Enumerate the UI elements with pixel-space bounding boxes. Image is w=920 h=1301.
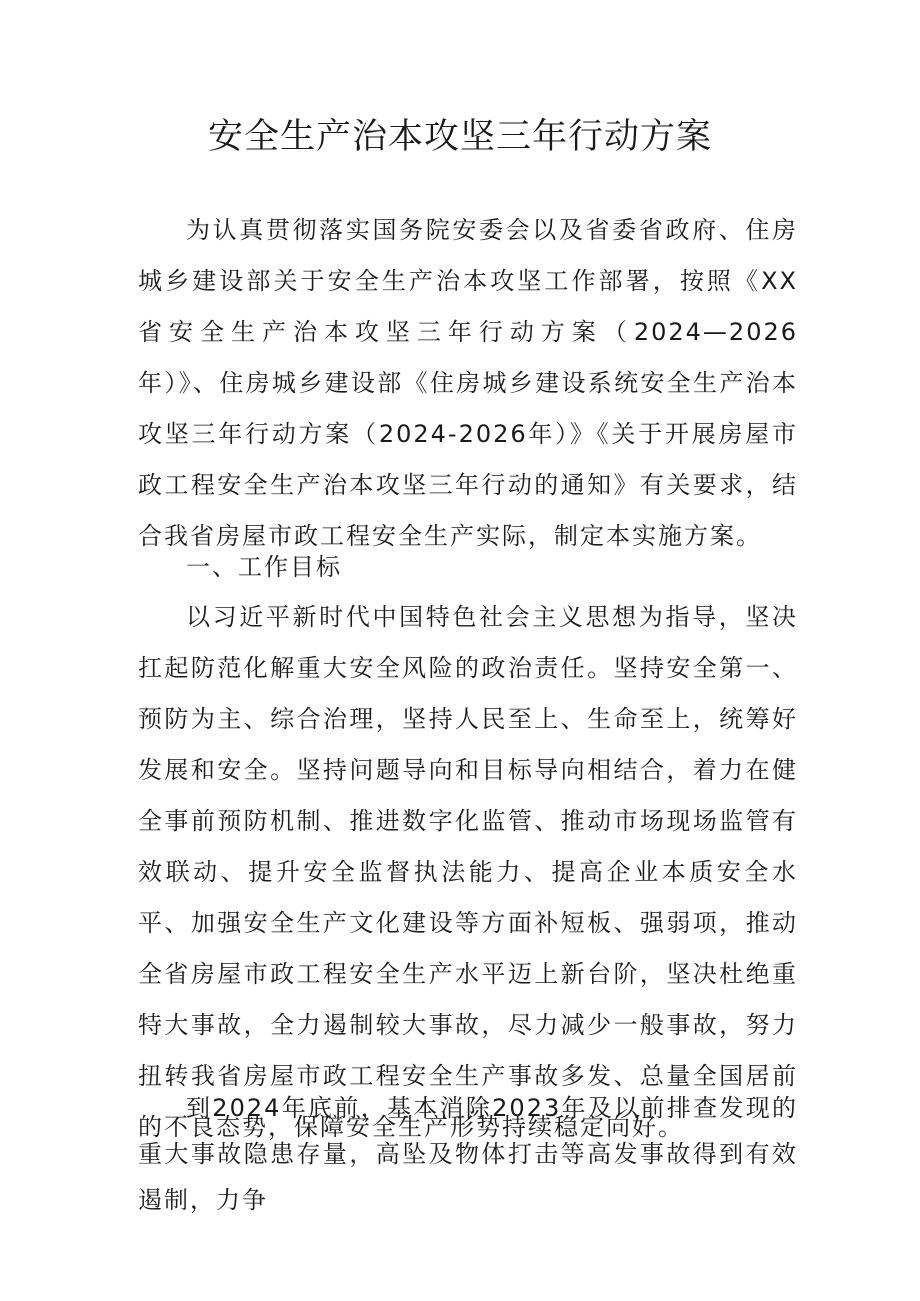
page-title: 安全生产治本攻坚三年行动方案 <box>207 117 712 157</box>
target-2024-paragraph: 到2024年底前，基本消除2023年及以前排查发现的重大事故隐患存量，高坠及物体打击等高发事故得到有效遏制，力争 <box>138 1094 798 1214</box>
work-goals-paragraph: 以习近平新时代中国特色社会主义思想为指导，坚决扛起防范化解重大安全风险的政治责任。坚持安全第一、预防为主、综合治理，坚持人民至上、生命至上，统筹好发展和安全。坚持问题导向和目标导向相结合，着力在健全事前预防机制、推进数字化监管、推动市场现场监管有效联动、提升安全监督执法能力、提高企业本质安全水平、加强安全生产文化建设等方面补短板、强弱项，推动全省房屋市政工程安全生产水平迈上新台阶，坚决杜绝重特大事故，全力遏制较大事故，尽力减少一般事故，努力扭转我省房屋市政工程安全生产事故多发、总量全国居前的不良态势，保障安全生产形势持续稳定向好。 <box>138 603 798 1141</box>
section-heading-work-goals: 一、工作目标 <box>186 553 342 581</box>
intro-paragraph: 为认真贯彻落实国务院安委会以及省委省政府、住房城乡建设部关于安全生产治本攻坚工作部署，按照《XX省安全生产治本攻坚三年行动方案（2024—2026年）》、住房城乡建设部《住房城乡建设系统安全生产治本攻坚三年行动方案（2024-2026年）》《关于开展房屋市政工程安全生产治本攻坚三年行动的通知》有关要求，结合我省房屋市政工程安全生产实际，制定本实施方案。 <box>138 216 798 550</box>
